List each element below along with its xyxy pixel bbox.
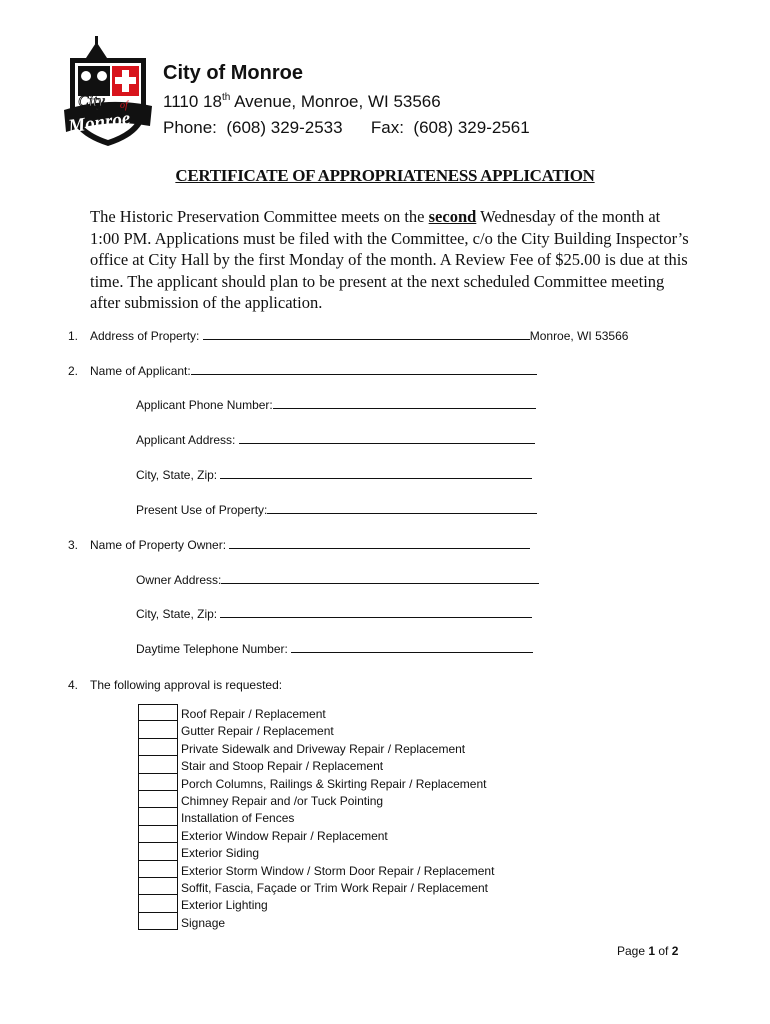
applicant-name-label: Name of Applicant: bbox=[90, 364, 191, 378]
daytime-phone-row bbox=[136, 642, 533, 656]
page-of: of bbox=[655, 944, 672, 958]
property-address-row bbox=[90, 329, 628, 343]
address-number: 1110 18 bbox=[163, 92, 222, 111]
approval-item bbox=[138, 861, 538, 878]
question-number: 1. bbox=[68, 329, 79, 343]
owner-city-field[interactable] bbox=[220, 607, 532, 618]
intro-emphasis: second bbox=[428, 207, 477, 226]
applicant-name-row bbox=[90, 364, 537, 378]
org-phone-fax: Phone: (608) 329-2533 Fax: (608) 329-2561 bbox=[163, 118, 530, 137]
approval-label: Roof Repair / Replacement bbox=[181, 707, 326, 721]
approval-checkbox[interactable] bbox=[138, 704, 178, 721]
approval-label: Stair and Stoop Repair / Replacement bbox=[181, 759, 384, 774]
approval-checkbox[interactable] bbox=[138, 861, 178, 878]
intro-paragraph bbox=[90, 206, 690, 314]
present-use-field[interactable] bbox=[267, 503, 537, 514]
approval-label: Installation of Fences bbox=[181, 811, 295, 826]
question-number: 2. bbox=[68, 364, 79, 378]
approval-item bbox=[138, 913, 538, 930]
property-address-label: Address of Property: bbox=[90, 329, 203, 343]
approval-label: Signage bbox=[181, 915, 226, 930]
approval-item bbox=[138, 878, 538, 895]
approval-label: Exterior Storm Window / Storm Door Repair / Replacement bbox=[181, 863, 495, 878]
approval-label: Porch Columns, Railings & Skirting Repair / Replacement bbox=[181, 776, 487, 791]
org-address bbox=[163, 92, 441, 112]
approval-label: Soffit, Fascia, Façade or Trim Work Repair / Replacement bbox=[181, 880, 489, 895]
present-use-row bbox=[136, 503, 537, 517]
property-address-suffix: Monroe, WI 53566 bbox=[529, 329, 629, 343]
org-name: City of Monroe bbox=[163, 62, 303, 84]
approval-checkbox[interactable] bbox=[138, 739, 178, 756]
property-address-field[interactable] bbox=[203, 329, 530, 340]
approval-item bbox=[138, 721, 538, 738]
page-prefix: Page bbox=[617, 944, 649, 958]
approval-item bbox=[138, 756, 538, 773]
approval-label: Exterior Lighting bbox=[181, 898, 268, 913]
applicant-phone-row bbox=[136, 398, 536, 412]
approval-checkbox[interactable] bbox=[138, 895, 178, 912]
applicant-city-row bbox=[136, 468, 532, 482]
page-number bbox=[617, 944, 678, 958]
approval-checkbox[interactable] bbox=[138, 913, 178, 930]
approval-label: Gutter Repair / Replacement bbox=[181, 724, 334, 739]
approval-label: Chimney Repair and /or Tuck Pointing bbox=[181, 793, 384, 808]
approval-label: Private Sidewalk and Driveway Repair / Replacement bbox=[181, 741, 466, 756]
approval-item bbox=[138, 739, 538, 756]
city-logo bbox=[62, 36, 154, 148]
approval-checkbox[interactable] bbox=[138, 843, 178, 860]
applicant-name-field[interactable] bbox=[191, 364, 537, 375]
owner-address-row bbox=[136, 573, 539, 587]
applicant-address-label: Applicant Address: bbox=[136, 433, 239, 447]
approval-item bbox=[138, 704, 538, 721]
applicant-city-field[interactable] bbox=[220, 468, 532, 479]
approval-item bbox=[138, 843, 538, 860]
logo-text-city: City bbox=[78, 93, 105, 110]
owner-name-label: Name of Property Owner: bbox=[90, 538, 230, 552]
applicant-phone-label: Applicant Phone Number: bbox=[136, 398, 273, 412]
approval-checkbox[interactable] bbox=[138, 826, 178, 843]
approval-checkbox[interactable] bbox=[138, 808, 178, 825]
approval-checkbox[interactable] bbox=[138, 774, 178, 791]
approval-label: Exterior Window Repair / Replacement bbox=[181, 828, 388, 843]
applicant-address-row bbox=[136, 433, 535, 447]
approval-request-label: The following approval is requested: bbox=[90, 678, 283, 692]
approval-checkbox[interactable] bbox=[138, 756, 178, 773]
approval-item bbox=[138, 774, 538, 791]
present-use-label: Present Use of Property: bbox=[136, 503, 268, 517]
logo-text-monroe: Monroe bbox=[66, 107, 132, 138]
applicant-phone-field[interactable] bbox=[273, 398, 536, 409]
owner-address-field[interactable] bbox=[221, 573, 539, 584]
approval-checkbox[interactable] bbox=[138, 878, 178, 895]
approval-item bbox=[138, 826, 538, 843]
page-total: 2 bbox=[671, 944, 679, 958]
approval-item bbox=[138, 895, 538, 912]
daytime-phone-field[interactable] bbox=[291, 642, 533, 653]
document-title: CERTIFICATE OF APPROPRIATENESS APPLICATION bbox=[175, 166, 595, 185]
intro-text-2: Wednesday of the month at 1:00 PM. Applications must be filed with the Committee, c/o the City Building Inspector’s office at City Hall by the first Monday of the month. A Review Fee of $25.00 is due at this time. The applicant should plan to be present at the next scheduled Committee meeting after submission of the application. bbox=[90, 207, 689, 312]
intro-text-1: The Historic Preservation Committee meets on the bbox=[90, 207, 429, 226]
page-current: 1 bbox=[648, 944, 656, 958]
address-suffix: th bbox=[221, 92, 231, 103]
owner-city-row bbox=[136, 607, 532, 621]
address-street: Avenue, Monroe, WI 53566 bbox=[230, 92, 441, 111]
question-number: 4. bbox=[68, 678, 79, 692]
approval-item bbox=[138, 791, 538, 808]
question-number: 3. bbox=[68, 538, 79, 552]
owner-name-row bbox=[90, 538, 530, 552]
approval-checklist bbox=[138, 704, 538, 930]
approval-checkbox[interactable] bbox=[138, 791, 178, 808]
logo-text-of: of bbox=[120, 100, 128, 111]
daytime-phone-label: Daytime Telephone Number: bbox=[136, 642, 292, 656]
approval-label: Exterior Siding bbox=[181, 846, 260, 861]
applicant-city-label: City, State, Zip: bbox=[136, 468, 221, 482]
applicant-address-field[interactable] bbox=[239, 433, 535, 444]
owner-address-label: Owner Address: bbox=[136, 573, 222, 587]
owner-name-field[interactable] bbox=[229, 538, 530, 549]
approval-checkbox[interactable] bbox=[138, 721, 178, 738]
approval-item bbox=[138, 808, 538, 825]
owner-city-label: City, State, Zip: bbox=[136, 607, 221, 621]
